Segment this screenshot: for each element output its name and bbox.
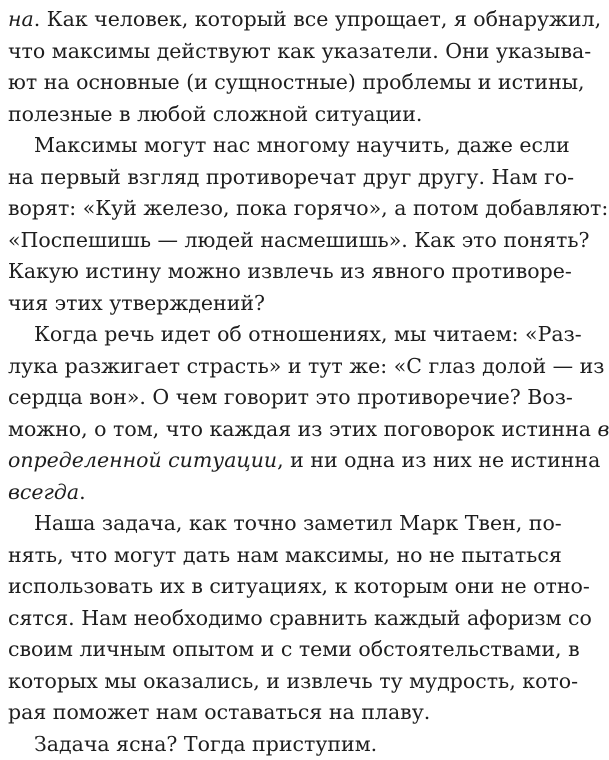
text-line: полезные в любой сложной ситуации. [8,99,552,131]
italic-text: определенной ситуации [8,448,277,472]
text-line: на. Как человек, который все упрощает, я обнаружил, [8,4,552,36]
paragraph [8,729,552,760]
italic-text: на [8,7,34,31]
text-line: Задача ясна? Тогда приступим. [8,729,552,760]
text-line: на первый взгляд противоречат друг другу. Нам го- [8,162,552,194]
text-line: что максимы действуют как указатели. Они указыва- [8,36,552,68]
text-line: ют на основные (и сущностные) проблемы и истины, [8,67,552,99]
paragraph [8,130,552,319]
text-line: рая поможет нам оставаться на плаву. [8,697,552,729]
paragraph [8,508,552,729]
italic-text: всегда [8,480,79,504]
text-line: всегда. [8,477,552,509]
italic-text: в [598,417,609,441]
text-line: лука разжигает страсть» и тут же: «С глаз долой — из [8,351,552,383]
paragraph [8,4,552,130]
text-line: использовать их в ситуациях, к которым они не отно- [8,571,552,603]
text-line: чия этих утверждений? [8,288,552,320]
text-line: Наша задача, как точно заметил Марк Твен, по- [8,508,552,540]
text-line: можно, о том, что каждая из этих поговорок истинна в [8,414,552,446]
text-line: сятся. Нам необходимо сравнить каждый афоризм со [8,603,552,635]
text-line: «Поспешишь — людей насмешишь». Как это понять? [8,225,552,257]
text-line: сердца вон». О чем говорит это противоречие? Воз- [8,382,552,414]
text-line: Какую истину можно извлечь из явного противоре- [8,256,552,288]
text-line: своим личным опытом и с теми обстоятельствами, в [8,634,552,666]
text-line: Когда речь идет об отношениях, мы читаем: «Раз- [8,319,552,351]
text-line: нять, что могут дать нам максимы, но не пытаться [8,540,552,572]
text-line: которых мы оказались, и извлечь ту мудрость, кото- [8,666,552,698]
text-line: Максимы могут нас многому научить, даже если [8,130,552,162]
paragraph [8,319,552,508]
text-line: ворят: «Куй железо, пока горячо», а потом добавляют: [8,193,552,225]
text-line: определенной ситуации, и ни одна из них не истинна [8,445,552,477]
